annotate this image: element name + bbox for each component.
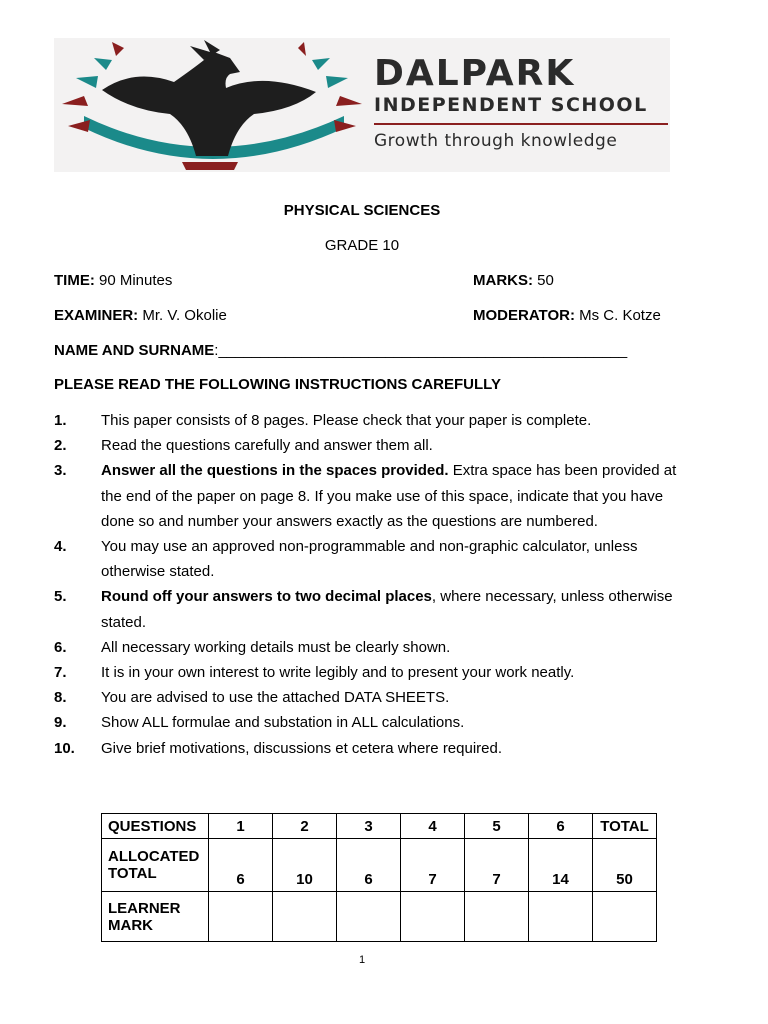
instruction-number: 9. — [54, 714, 67, 732]
school-brand — [374, 52, 668, 151]
table-cell: 6 — [529, 814, 593, 839]
logo-left-feather-1 — [62, 96, 88, 106]
instruction-text — [101, 584, 681, 634]
table-row-learner — [102, 892, 657, 942]
instruction-text — [101, 660, 681, 685]
table-cell: 7 — [465, 839, 529, 892]
instruction-item — [54, 433, 694, 458]
table-cell: 14 — [529, 839, 593, 892]
name-line[interactable] — [54, 342, 627, 359]
instruction-text — [101, 534, 681, 584]
table-cell: LEARNER MARK — [102, 892, 209, 942]
school-name: DALPARK — [374, 53, 576, 94]
instruction-number: 2. — [54, 437, 67, 455]
page-number: 1 — [358, 954, 366, 966]
name-blank[interactable]: :_________________________________________________ — [214, 342, 628, 359]
instruction-item — [54, 584, 694, 634]
table-cell: 5 — [465, 814, 529, 839]
school-tagline: Growth through knowledge — [374, 131, 618, 151]
instruction-body: This paper consists of 8 pages. Please check that your paper is complete. — [101, 412, 592, 429]
school-banner — [54, 38, 670, 172]
table-cell: 1 — [209, 814, 273, 839]
table-cell: ALLOCATED TOTAL — [102, 839, 209, 892]
instruction-body: You may use an approved non-programmable and non-graphic calculator, unless otherwise stated. — [101, 538, 638, 581]
instruction-number: 4. — [54, 538, 67, 556]
marks-table — [101, 813, 657, 942]
name-label: NAME AND SURNAME — [54, 342, 215, 359]
instruction-item — [54, 408, 694, 433]
instruction-body: It is in your own interest to write legibly and to present your work neatly. — [101, 664, 575, 682]
learner-mark-cell[interactable] — [593, 892, 657, 942]
instruction-number: 5. — [54, 588, 67, 606]
instruction-number: 8. — [54, 689, 67, 707]
instruction-body: All necessary working details must be clearly shown. — [101, 638, 451, 656]
table-cell: 2 — [273, 814, 337, 839]
table-row-allocated — [102, 839, 657, 892]
moderator-value: Ms C. Kotze — [579, 307, 661, 324]
table-cell: 50 — [593, 839, 657, 892]
instruction-bold: Answer all the questions in the spaces provided. — [101, 462, 449, 480]
logo-maroon-base — [182, 162, 238, 170]
logo-right-feather-4 — [298, 42, 306, 56]
marks-label: MARKS: — [473, 272, 533, 289]
learner-mark-cell[interactable] — [401, 892, 465, 942]
instruction-text — [101, 433, 681, 458]
instruction-item — [54, 710, 694, 735]
instruction-body: Read the questions carefully and answer them all. — [101, 437, 433, 455]
instruction-number: 6. — [54, 638, 67, 656]
table-cell: 6 — [209, 839, 273, 892]
instruction-body: , where necessary, unless otherwise stated. — [101, 588, 673, 631]
logo-left-feather-4 — [112, 42, 124, 56]
moderator-line — [473, 307, 661, 324]
logo-right-feather-3 — [312, 58, 330, 70]
instruction-item — [54, 635, 694, 660]
instruction-number: 3. — [54, 462, 67, 480]
instruction-item — [54, 660, 694, 685]
instruction-text — [101, 635, 681, 660]
table-cell: 7 — [401, 839, 465, 892]
table-cell: QUESTIONS — [102, 814, 209, 839]
instructions-list — [54, 408, 694, 761]
instruction-item — [54, 685, 694, 710]
instructions-heading: PLEASE READ THE FOLLOWING INSTRUCTIONS CAREFULLY — [54, 376, 501, 393]
instruction-number: 1. — [54, 412, 67, 429]
table-cell: 10 — [273, 839, 337, 892]
time-value: 90 Minutes — [99, 272, 173, 289]
instruction-item — [54, 534, 694, 584]
instruction-number: 10. — [54, 739, 75, 757]
instruction-item — [54, 458, 694, 534]
grade-title: GRADE 10 — [324, 237, 400, 254]
instruction-text — [101, 736, 681, 761]
logo-right-feather-2 — [326, 76, 348, 88]
examiner-line — [54, 307, 227, 324]
learner-mark-cell[interactable] — [465, 892, 529, 942]
brand-divider — [374, 123, 668, 125]
logo-left-feather-3 — [94, 58, 112, 70]
instruction-body: Give brief motivations, discussions et cetera where required. — [101, 739, 503, 757]
logo-left-feather-2 — [76, 76, 98, 88]
logo-right-feather-5 — [334, 120, 356, 132]
examiner-label: EXAMINER: — [54, 307, 139, 324]
marks-value: 50 — [537, 272, 554, 289]
table-cell: 3 — [337, 814, 401, 839]
instruction-text — [101, 408, 681, 433]
instruction-body: You are advised to use the attached DATA SHEETS. — [101, 689, 450, 707]
examiner-value: Mr. V. Okolie — [142, 307, 227, 324]
time-label: TIME: — [54, 272, 95, 289]
table-cell: TOTAL — [593, 814, 657, 839]
logo-right-feather-1 — [336, 96, 362, 106]
instruction-number: 7. — [54, 664, 67, 682]
instruction-text — [101, 685, 681, 710]
moderator-label: MODERATOR: — [473, 307, 575, 324]
marks-line — [473, 272, 554, 289]
table-header-row — [102, 814, 657, 839]
learner-mark-cell[interactable] — [209, 892, 273, 942]
time-line — [54, 272, 172, 289]
instruction-text — [101, 710, 681, 735]
instruction-text — [101, 458, 681, 534]
eagle-logo-icon — [54, 38, 370, 172]
instruction-bold: Round off your answers to two decimal places — [101, 588, 432, 606]
instruction-body: Show ALL formulae and substation in ALL calculations. — [101, 714, 465, 732]
learner-mark-cell[interactable] — [529, 892, 593, 942]
table-cell: 6 — [337, 839, 401, 892]
logo-left-feather-5 — [68, 120, 90, 132]
table-cell: 4 — [401, 814, 465, 839]
learner-mark-cell[interactable] — [337, 892, 401, 942]
learner-mark-cell[interactable] — [273, 892, 337, 942]
instruction-item — [54, 736, 694, 761]
subject-title: PHYSICAL SCIENCES — [283, 202, 441, 219]
instruction-body: Extra space has been provided at the end of the paper on page 8. If you make use of this space, indicate that you have done so and number your answers exactly as the questions are numbered. — [101, 462, 677, 530]
school-subtitle: INDEPENDENT SCHOOL — [374, 94, 648, 116]
